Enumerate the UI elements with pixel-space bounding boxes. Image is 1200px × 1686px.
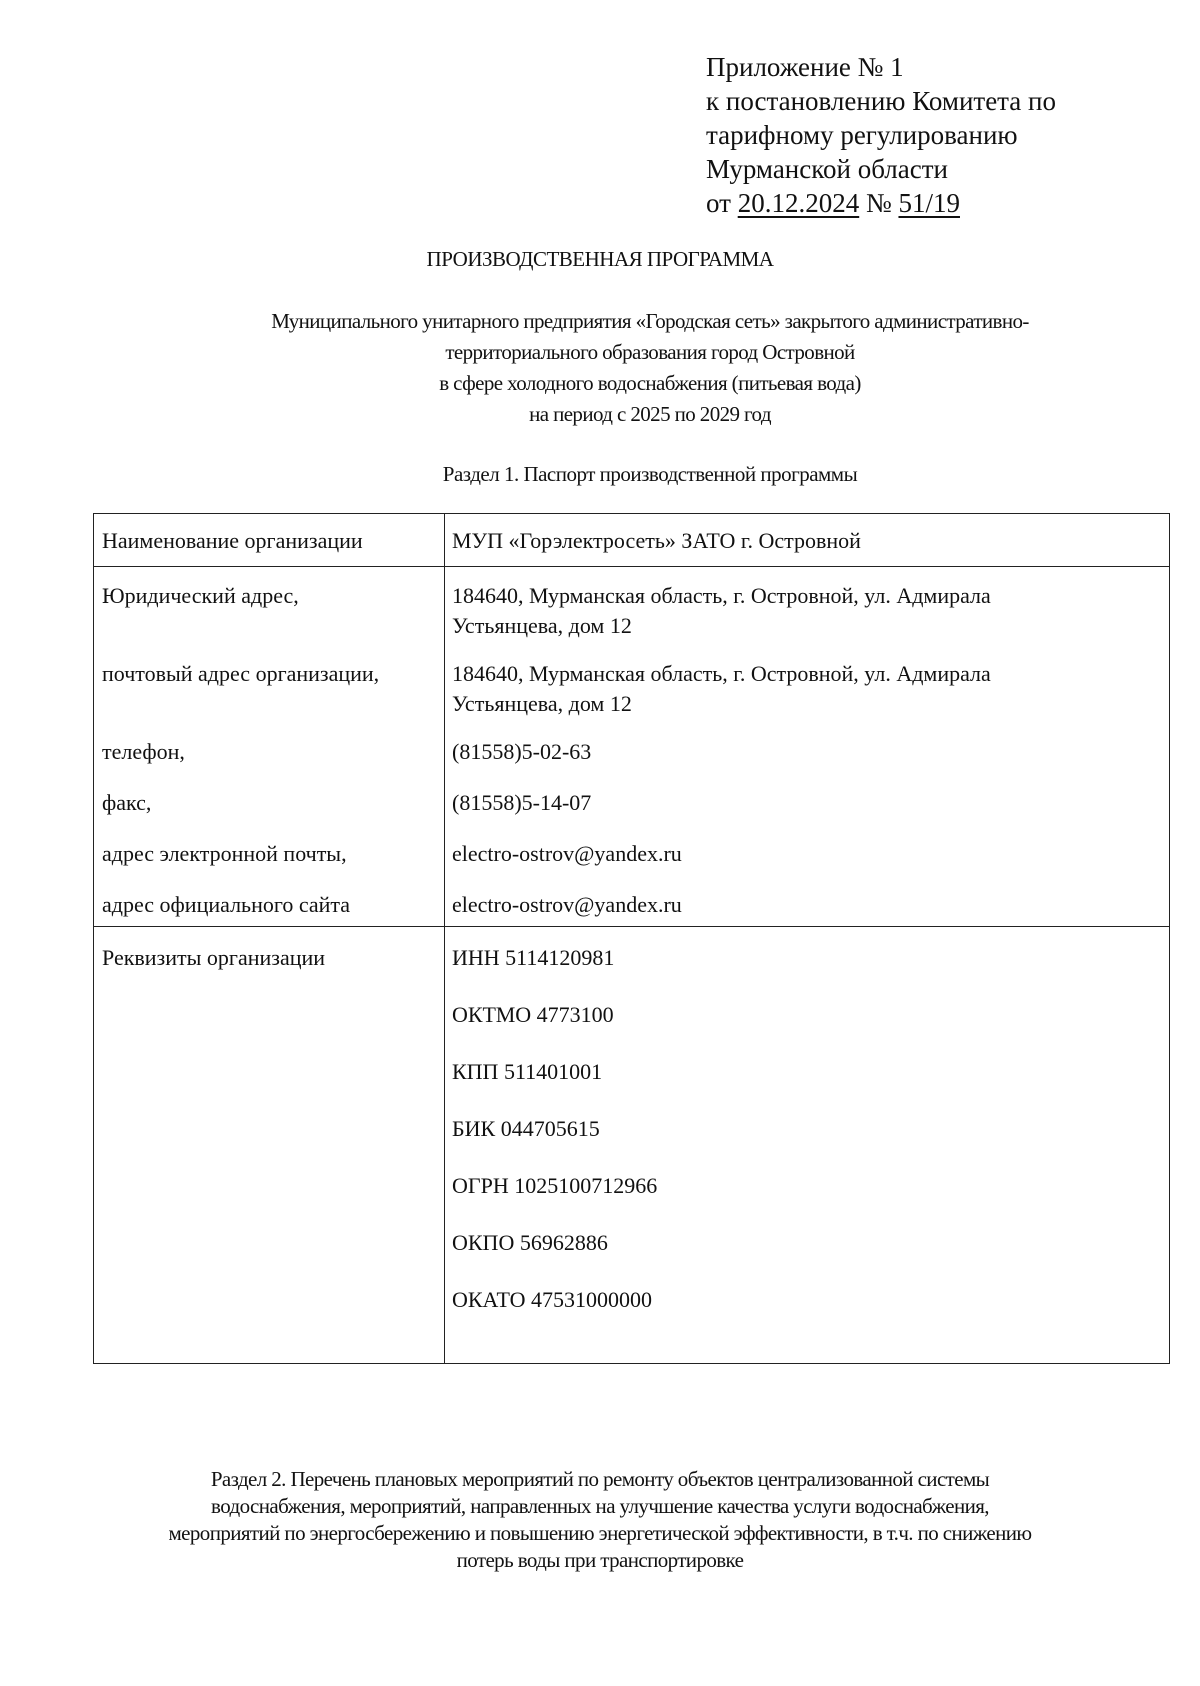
document-title: ПРОИЗВОДСТВЕННАЯ ПРОГРАММА [426, 247, 774, 271]
legal-address-label: Юридический адрес, [102, 583, 299, 608]
passport-table [93, 513, 1170, 1364]
org-name-label: Наименование организации [102, 528, 363, 553]
resolution-number: 51/19 [898, 188, 960, 218]
appendix-header [706, 50, 1056, 220]
fax-label: факс, [102, 790, 152, 815]
phone-value: (81558)5-02-63 [452, 739, 592, 764]
subtitle-line: на период с 2025 по 2029 год [529, 402, 771, 426]
column-divider [444, 514, 445, 1363]
phone-label: телефон, [102, 739, 185, 764]
requisites-label: Реквизиты организации [102, 945, 326, 970]
fax-value: (81558)5-14-07 [452, 790, 592, 815]
postal-address-label: почтовый адрес организации, [102, 661, 380, 686]
legal-address-value: 184640, Мурманская область, г. Островной, ул. Адмирала [452, 583, 991, 608]
section1-title: Раздел 1. Паспорт производственной программы [442, 462, 858, 486]
section2-title [100, 1466, 1100, 1574]
org-name-value: МУП «Горэлектросеть» ЗАТО г. Островной [452, 528, 861, 553]
requisite-okpo: ОКПО 56962886 [452, 1230, 608, 1255]
legal-address-value: Устьянцева, дом 12 [452, 613, 632, 638]
website-label: адрес официального сайта [102, 892, 351, 917]
document-subtitle [150, 306, 1150, 430]
appendix-date-line [706, 186, 1056, 220]
appendix-line: Приложение № 1 [706, 52, 904, 82]
section2-line: потерь воды при транспортировке [456, 1548, 744, 1572]
subtitle-line: территориального образования город Островной [445, 340, 855, 364]
requisite-ogrn: ОГРН 1025100712966 [452, 1173, 658, 1198]
section2-line: мероприятий по энергосбережению и повышению энергетической эффективности, в т.ч. по снижению [168, 1521, 1032, 1545]
website-value: electro-ostrov@yandex.ru [452, 892, 682, 917]
row-divider [94, 566, 1169, 567]
date-prefix: от [706, 188, 738, 218]
requisite-okato: ОКАТО 47531000000 [452, 1287, 653, 1312]
requisite-oktmo: ОКТМО 4773100 [452, 1002, 614, 1027]
requisite-bik: БИК 044705615 [452, 1116, 600, 1141]
appendix-line: тарифному регулированию [706, 120, 1018, 150]
email-label: адрес электронной почты, [102, 841, 347, 866]
section2-line: водоснабжения, мероприятий, направленных на улучшение качества услуги водоснабжения, [211, 1494, 989, 1518]
row-divider [94, 926, 1169, 927]
appendix-line: Мурманской области [706, 154, 948, 184]
postal-address-value: 184640, Мурманская область, г. Островной, ул. Адмирала [452, 661, 991, 686]
email-value: electro-ostrov@yandex.ru [452, 841, 682, 866]
subtitle-line: в сфере холодного водоснабжения (питьевая вода) [439, 371, 861, 395]
subtitle-line: Муниципального унитарного предприятия «Городская сеть» закрытого административно- [271, 309, 1029, 333]
number-prefix: № [859, 188, 899, 218]
resolution-date: 20.12.2024 [737, 188, 860, 218]
requisite-inn: ИНН 5114120981 [452, 945, 615, 970]
appendix-line: к постановлению Комитета по [706, 86, 1056, 116]
requisite-kpp: КПП 511401001 [452, 1059, 603, 1084]
postal-address-value: Устьянцева, дом 12 [452, 691, 632, 716]
section2-line: Раздел 2. Перечень плановых мероприятий по ремонту объектов централизованной системы [210, 1467, 990, 1491]
